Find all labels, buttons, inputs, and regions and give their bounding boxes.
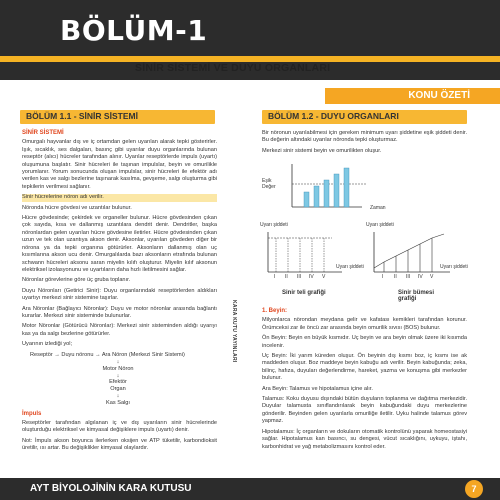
paragraph: Bir nöronun uyarılabilmesi için gereken minimum uyarı şiddetine eşik şiddeti denir. Bu değerin altındaki uyarılar nöronda tepki oluşturmaz.	[262, 130, 467, 144]
x-axis-label: Uyarı şiddeti	[440, 264, 468, 270]
page-number: 7	[465, 480, 483, 498]
bar	[324, 180, 329, 207]
flow-step: Efektör	[109, 379, 127, 386]
nerve-fiber-graph	[262, 228, 350, 280]
paragraph: Omurgalı hayvanlar dış ve iç ortamdan gelen uyarılan alarak tepki gösterirler. Işık, sıcaklık, ses dalgaları, basınç gibi uyarılar duyu organlarında bulunan reseptör (alıcı) hücreler tarafından alınır. Uyarılar reseptörlerde impuls (uyartı) oluşumuna başlatır. Sinir hücreleri ile taşınan impulslar, beyin ve omurilikle yorumlanır. Yorum sonucunda oluşan impulslar, sinir hücreleri ile efektör adı verilen kas ve salgı bezlerine taşınarak kasılma, gevşeme, salgı oluşturma gibi tepkilerin verilmesi sağlanır.	[22, 139, 217, 190]
footer-title: AYT BİYOLOJİNİN KARA KUTUSU	[30, 483, 192, 494]
tick-label: III	[406, 274, 411, 280]
paragraph: Not: İmpuls akson boyunca ilerlerken oksijen ve ATP tüketilir, karbondioksit üretilir, ısı artar. Bu değişiklikler kimyasal olaylardır.	[22, 437, 217, 452]
caption: Sinir teli grafiği	[282, 290, 326, 296]
nerve-bundle-graph	[368, 228, 458, 280]
tick-label: I	[274, 274, 276, 280]
flow-line: Reseptör → Duyu nöronu → Ara Nöron (Merkezi Sinir Sistemi)	[30, 351, 185, 358]
paragraph: Hücre gövdesinde; çekirdek ve organeller bulunur. Hücre gövdesinden çıkan çok sayıda, kısa ve dallanmış uzantılara dendrit denir. Dendritler, başka nöronlardan gelen uyarıları hücre gövdesine iletirler. Hücre gövdesinden çıkan uzun ve tek olan uzantıya akson denir. Aksonlar, uyarıları gövdeden diğer bir nörona ya da tepki organına götürürler. Aksonların dallanmış olan uç kısımlarına akson ucu denir. Omurgalılarda bazı aksonların etrafında bulunan schwann hücreleri aksonu saran miyelin kılıfı oluşturur. Miyelin kılıf aksonun elektriksel izolasyonunu ve uyartıların daha hızlı iletilmesini sağlar.	[22, 215, 217, 273]
paragraph: Sinir hücrelerine nöron adı verilir.	[22, 194, 217, 201]
flow-arrow: ↓	[116, 372, 120, 379]
paragraph: Reseptörler tarafından algılanan iç ve dış uyarıların sinir hücrelerinde oluşturduğu elektriksel ve kimyasal değişiklere impuls (uyartı) denir.	[22, 419, 217, 434]
paragraph: Motor Nöronlar (Götürücü Nöronlar): Merkezi sinir sisteminden aldığı uyarıyı kas ya da salgı bezlerine götürürler.	[22, 323, 217, 337]
paragraph: Uç Beyin: İki yarım küreden oluşur. Ön beyinin dış kısmı boz, iç kısmı ise ak maddeden oluşur. Boz maddeye beyin kabuğu adı verilir. Beyin kabuğunda; zeka, bilinç, hafıza, duyuları değerlendirme, hareket, yazma ve konuşma gibi merkezler bulunur.	[262, 353, 467, 382]
paragraph: Talamus: Koku duyusu dışındaki bütün duyuların toplanma ve dağıtma merkezidir. Duyular talamusta sınıflandırılarak beyin kabuğundaki duyu merkezlerine gönderilir. Beyinden gelen uyarılarla omuriliğe iletilir. Uyku halinde talamus görev yapmaz.	[262, 396, 467, 425]
x-axis-label: Uyarı şiddeti	[336, 264, 364, 270]
flow-step: Kas Salgı	[106, 399, 130, 406]
chapter-subtitle: SİNİR SİSTEMİ VE DUYU ORGANLARI	[135, 62, 331, 74]
tick-label: II	[285, 274, 288, 280]
y-axis-label: Uyarı şiddeti	[366, 222, 394, 228]
tick-label: I	[382, 274, 384, 280]
paragraph: Ara Beyin: Talamus ve hipotalamus içine alır.	[262, 385, 373, 392]
tick-label: IV	[309, 274, 314, 280]
paragraph: Hipotalamus: İç organların ve dokuların otomatik kontrolünü yaparak homeostasiyi sağlar. Hipotalamus kan basıncı, su dengesi, vücut sıcaklığını, uykuyu, iştahı, karbonhidrat ve yağ metabolizmasını kontrol eder.	[262, 428, 467, 450]
paragraph: Uyarının izlediği yol;	[22, 341, 73, 348]
threshold-label: Eşik Değer	[262, 178, 276, 190]
paragraph: Nöronda hücre gövdesi ve uzantılar bulunur.	[22, 204, 132, 211]
section-title-right: BÖLÜM 1.2 - DUYU ORGANLARI	[262, 110, 467, 124]
tick-label: III	[297, 274, 302, 280]
right-column-lower	[262, 308, 467, 454]
vertical-publisher-label: KARA KUTU YAYINLARI	[231, 300, 237, 363]
paragraph: Merkezi sinir sistemi beyin ve omurilikten oluşur.	[262, 147, 382, 154]
paragraph: Milyonlarca nörondan meydana gelir ve kafatası kemikleri tarafından korunur. Örümceksi zar ile öncü zar arasında beyin omurilik sıvısı (BOS) bulunur.	[262, 317, 467, 331]
paragraph: Nöronlar görevlerine göre üç gruba toplanır.	[22, 277, 131, 284]
bar	[304, 192, 309, 207]
flow-arrow: ↓	[116, 358, 120, 365]
y-axis-label: Uyarı şiddeti	[260, 222, 288, 228]
tick-label: II	[394, 274, 397, 280]
flow-step: Organ	[110, 386, 126, 393]
flow-arrow: ↓	[116, 392, 120, 399]
beyin-title: 1. Beyin:	[262, 308, 288, 314]
impuls-title: İmpuls	[22, 410, 42, 417]
flow-step: Motor Nöron	[102, 365, 134, 372]
konu-ozeti-label: KONU ÖZETİ	[408, 90, 470, 101]
chapter-title: BÖLÜM-1	[60, 14, 208, 47]
paragraph: Ara Nöronlar (Bağlayıcı Nöronlar): Duyu ve motor nöronlar arasında bağlantı kurarlar. Merkezi sinir sisteminde bulunurlar.	[22, 305, 217, 319]
bar	[314, 186, 319, 207]
bar	[344, 168, 349, 207]
time-axis-label: Zaman	[370, 205, 386, 211]
caption: Sinir bümesi grafiği	[398, 290, 435, 302]
left-column	[22, 130, 217, 456]
topic-title: SİNİR SİSTEMİ	[22, 130, 64, 136]
bar	[334, 174, 339, 207]
threshold-figure	[282, 162, 372, 212]
paragraph: Duyu Nöronları (Getirici Sinir): Duyu organlarındaki reseptörlerden aldıkları uyartıyı merkezi sinir sistemine taşırlar.	[22, 287, 217, 302]
right-column	[262, 130, 467, 158]
tick-label: V	[322, 274, 326, 280]
section-title-left: BÖLÜM 1.1 - SİNİR SİSTEMİ	[20, 110, 215, 124]
tick-label: V	[430, 274, 434, 280]
tick-label: IV	[418, 274, 423, 280]
konu-ozeti-bar	[325, 88, 500, 104]
paragraph: Ön Beyin: Beyin en büyük kısmıdır. Uç beyin ve ara beyin olmak üzere iki kısımda incelenir.	[262, 335, 467, 349]
